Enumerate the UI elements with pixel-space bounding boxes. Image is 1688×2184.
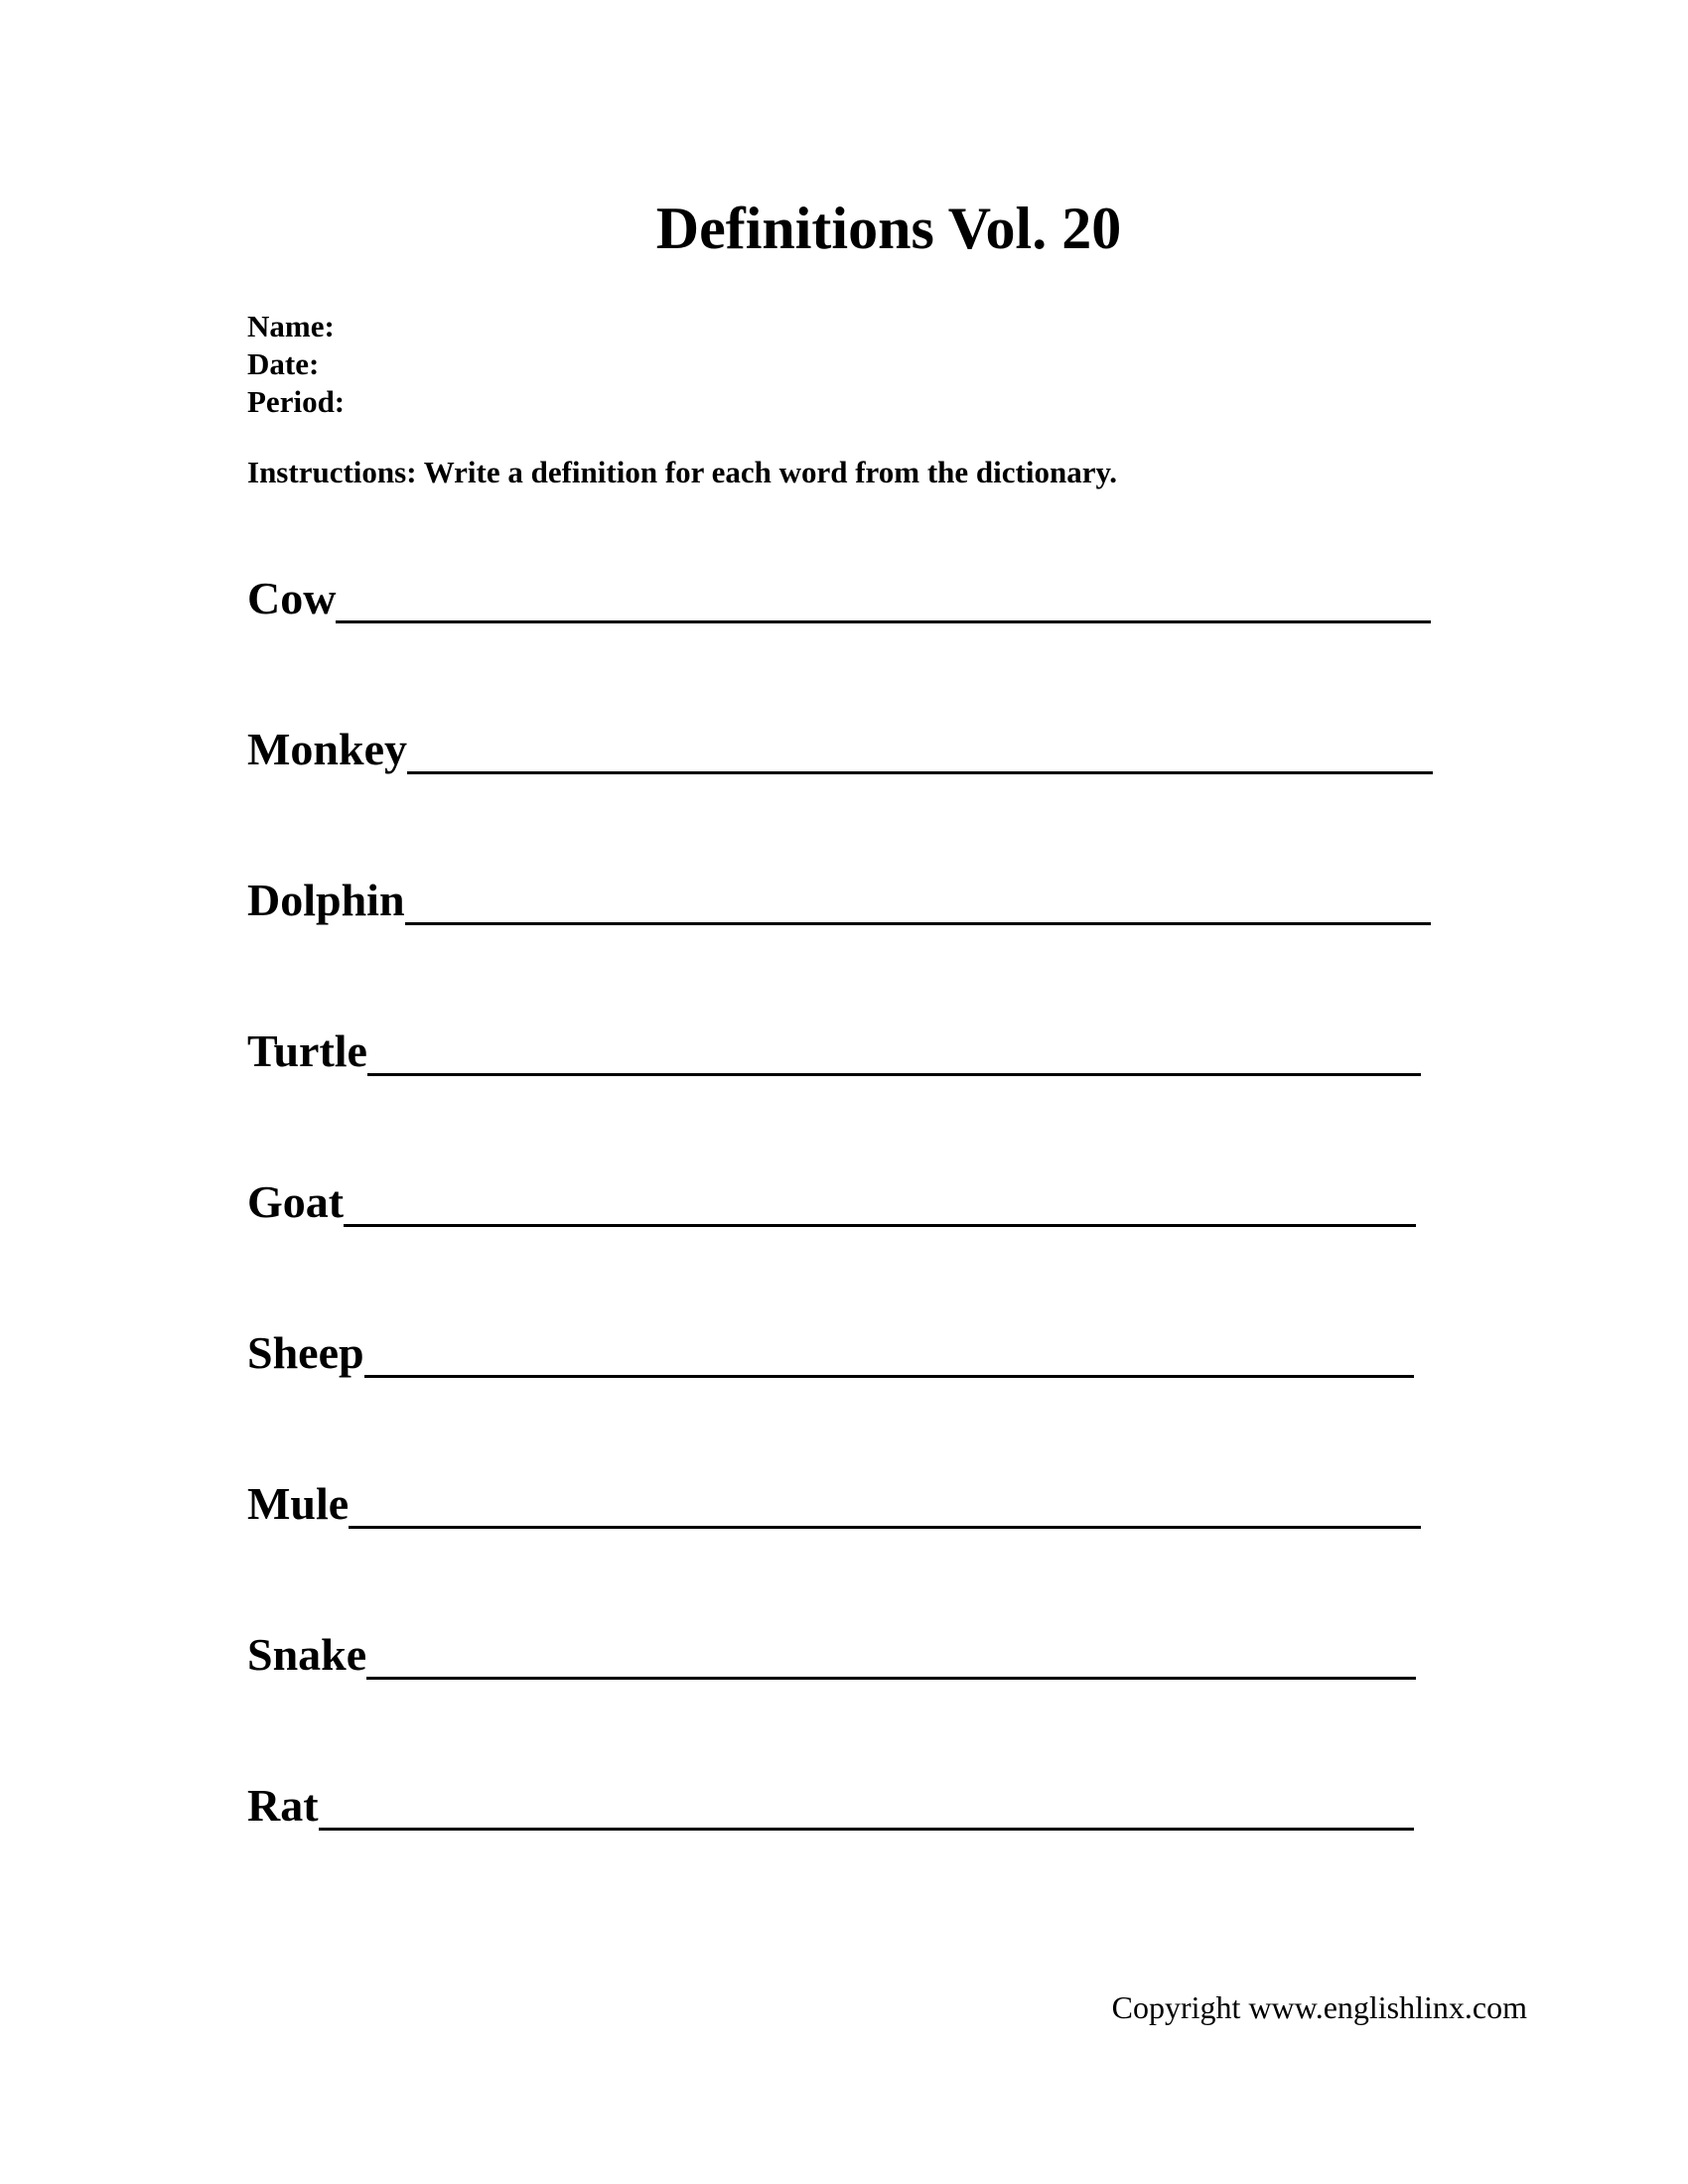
period-label: Period: [247, 384, 346, 419]
definition-row-goat [247, 1169, 1416, 1229]
definition-row-mule [247, 1471, 1421, 1531]
answer-line[interactable] [344, 1224, 1416, 1227]
date-label: Date: [247, 346, 320, 381]
word-label: Mule [247, 1478, 350, 1529]
answer-line[interactable] [407, 771, 1433, 774]
word-label: Cow [247, 573, 337, 623]
answer-line[interactable] [336, 620, 1431, 623]
word-label: Goat [247, 1176, 345, 1227]
definition-row-monkey [247, 717, 1433, 776]
instructions-text: Instructions: Write a definition for each word from the dictionary. [247, 455, 1117, 489]
word-label: Monkey [247, 724, 407, 774]
answer-line[interactable] [364, 1375, 1414, 1378]
definition-row-rat [247, 1773, 1414, 1833]
student-info-fields [247, 308, 345, 421]
word-label: Turtle [247, 1025, 367, 1076]
word-label: Sheep [247, 1327, 364, 1378]
word-label: Rat [247, 1780, 319, 1831]
definition-row-turtle [247, 1019, 1421, 1078]
definition-row-snake [247, 1622, 1416, 1682]
answer-line[interactable] [367, 1073, 1421, 1076]
definition-row-dolphin [247, 868, 1431, 927]
copyright-notice: Copyright www.englishlinx.com [1111, 1989, 1527, 2025]
page-title: Definitions Vol. 20 [655, 196, 1122, 261]
answer-line[interactable] [405, 922, 1431, 925]
word-label: Snake [247, 1629, 367, 1680]
name-label: Name: [247, 309, 335, 343]
answer-line[interactable] [366, 1677, 1416, 1680]
definition-row-sheep [247, 1320, 1414, 1380]
definition-row-cow [247, 566, 1431, 625]
answer-line[interactable] [319, 1828, 1414, 1831]
answer-line[interactable] [349, 1526, 1421, 1529]
word-label: Dolphin [247, 875, 405, 925]
